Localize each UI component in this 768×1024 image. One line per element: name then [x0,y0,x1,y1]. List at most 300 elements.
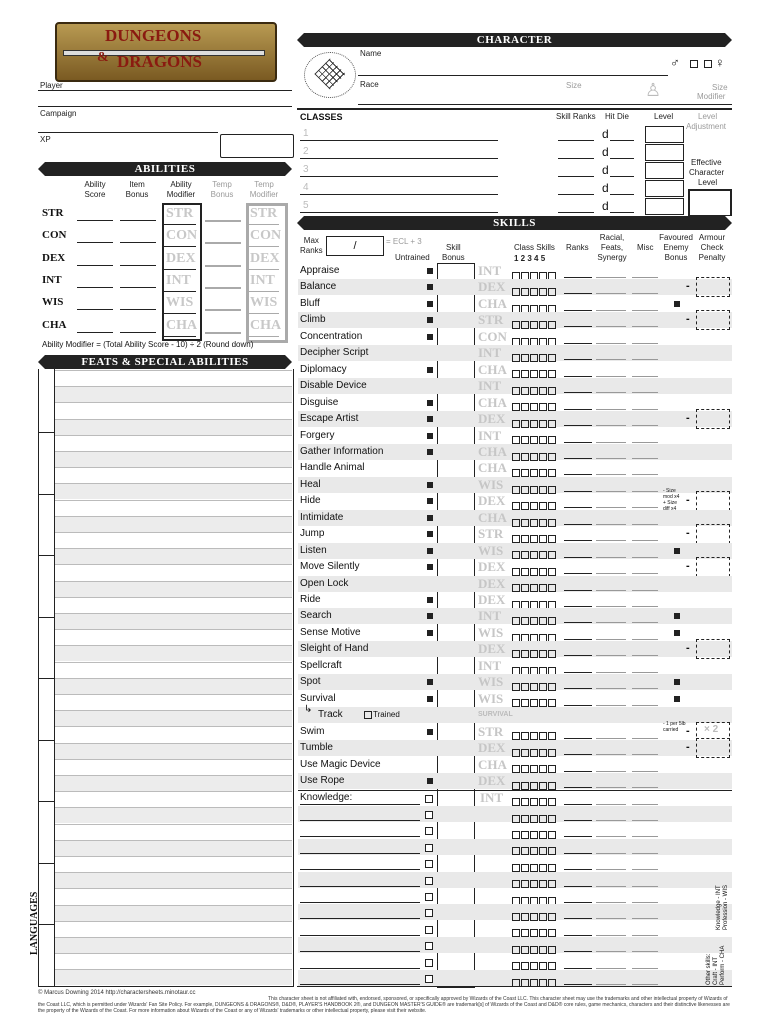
racial-field[interactable] [596,343,626,344]
knowledge-untrained-checkbox[interactable] [425,926,433,934]
ability-score-field[interactable] [77,251,113,266]
misc-field[interactable] [632,836,658,837]
racial-field[interactable] [596,293,626,294]
class-name-field[interactable] [300,162,498,177]
ability-score-field[interactable] [77,206,113,221]
feat-line[interactable] [54,791,292,792]
racial-field[interactable] [596,507,626,508]
feat-line[interactable] [54,921,292,922]
racial-field[interactable] [596,771,626,772]
feat-line[interactable] [54,419,292,420]
skill-row[interactable] [298,608,732,624]
misc-field[interactable] [632,524,658,525]
skill-row[interactable] [298,378,732,394]
misc-field[interactable] [632,869,658,870]
skill-row[interactable] [298,658,732,674]
size-figure-icon: ♙ [645,80,662,100]
class-skill-ranks-field[interactable] [558,126,594,141]
racial-field[interactable] [596,524,626,525]
ranks-field[interactable] [564,705,592,706]
feat-line[interactable] [54,516,292,517]
ranks-field[interactable] [564,474,592,475]
skill-row[interactable] [298,279,732,295]
temp-bonus-field[interactable] [205,220,241,222]
skill-row[interactable] [298,345,732,361]
misc-field[interactable] [632,590,658,591]
misc-field[interactable] [632,820,658,821]
knowledge-name-field[interactable] [300,951,420,952]
feat-line[interactable] [54,937,292,938]
racial-field[interactable] [596,738,626,739]
skill-row[interactable] [298,674,732,690]
skills-bottom-border [297,986,732,987]
racial-field[interactable] [596,474,626,475]
ranks-field[interactable] [564,688,592,689]
feat-line[interactable] [54,435,292,436]
item-bonus-field[interactable] [120,228,156,243]
feat-line[interactable] [54,370,292,371]
racial-field[interactable] [596,573,626,574]
class-skill-ranks-field[interactable] [558,198,594,213]
feat-line[interactable] [54,402,292,403]
xp-field[interactable] [38,122,218,133]
misc-field[interactable] [632,984,658,985]
misc-field[interactable] [632,804,658,805]
misc-field[interactable] [632,442,658,443]
racial-field[interactable] [596,326,626,327]
skill-row[interactable] [298,444,732,460]
feat-row-shade [54,807,292,823]
acp-dash: - [686,313,690,326]
racial-field[interactable] [596,491,626,492]
class-skill-checkboxes[interactable] [512,974,557,992]
skill-row[interactable] [298,362,732,378]
ranks-field[interactable] [564,655,592,656]
racial-field[interactable] [596,754,626,755]
racial-field[interactable] [596,458,626,459]
racial-field[interactable] [596,688,626,689]
hit-die-field[interactable] [610,198,634,213]
ranks-field[interactable] [564,935,592,936]
class-level-box[interactable] [645,126,684,143]
racial-field[interactable] [596,590,626,591]
feat-line[interactable] [54,532,292,533]
ranks-field[interactable] [564,968,592,969]
ranks-field[interactable] [564,672,592,673]
misc-field[interactable] [632,507,658,508]
skill-row[interactable] [298,641,732,657]
ranks-field[interactable] [564,771,592,772]
ability-score-field[interactable] [77,295,113,310]
ranks-field[interactable] [564,392,592,393]
ranks-field[interactable] [564,738,592,739]
class-skill-ranks-field[interactable] [558,144,594,159]
ranks-field[interactable] [564,310,592,311]
knowledge-name-field[interactable] [300,804,420,805]
misc-field[interactable] [632,886,658,887]
misc-field[interactable] [632,622,658,623]
skill-row[interactable] [298,411,732,427]
misc-field[interactable] [632,639,658,640]
armour-check-box[interactable] [696,491,730,511]
ranks-field[interactable] [564,902,592,903]
hit-die-field[interactable] [610,180,634,195]
favoured-enemy-header: Favoured Enemy Bonus [659,233,693,262]
misc-field[interactable] [632,902,658,903]
racial-field[interactable] [596,376,626,377]
class-skill-ranks-field[interactable] [558,180,594,195]
racial-field[interactable] [596,869,626,870]
untrained-marker [427,433,433,439]
player-field[interactable] [38,70,292,91]
racial-field[interactable] [596,557,626,558]
racial-field[interactable] [596,984,626,985]
item-bonus-field[interactable] [120,273,156,288]
name-field[interactable] [358,58,668,76]
ranks-field[interactable] [564,639,592,640]
feat-line[interactable] [54,662,292,663]
untrained-marker [427,613,433,619]
skill-row[interactable] [298,543,732,559]
racial-field[interactable] [596,918,626,919]
skill-row[interactable] [298,757,732,773]
skill-row[interactable] [298,395,732,411]
feat-line[interactable] [54,856,292,857]
skill-row[interactable] [298,329,732,345]
knowledge-untrained-checkbox[interactable] [425,795,433,803]
misc-field[interactable] [632,672,658,673]
misc-field[interactable] [632,606,658,607]
race-field[interactable] [358,90,732,105]
racial-field[interactable] [596,425,626,426]
racial-field[interactable] [596,951,626,952]
ability-score-field[interactable] [77,318,113,333]
item-bonus-field[interactable] [120,318,156,333]
ranks-field[interactable] [564,590,592,591]
ranks-field[interactable] [564,442,592,443]
armour-check-box[interactable] [696,409,730,429]
misc-field[interactable] [632,738,658,739]
misc-field[interactable] [632,688,658,689]
racial-field[interactable] [596,787,626,788]
skill-ability-ghost: INT [478,657,502,673]
racial-field[interactable] [596,902,626,903]
ranks-field[interactable] [564,869,592,870]
trained-checkbox[interactable] [364,711,372,719]
racial-field[interactable] [596,606,626,607]
knowledge-name-field[interactable] [300,902,420,903]
misc-field[interactable] [632,918,658,919]
misc-field[interactable] [632,540,658,541]
feat-line[interactable] [54,581,292,582]
racial-field[interactable] [596,359,626,360]
item-bonus-field[interactable] [120,295,156,310]
knowledge-untrained-checkbox[interactable] [425,942,433,950]
ability-score-field[interactable] [77,228,113,243]
skill-row[interactable] [298,592,732,608]
feat-line[interactable] [54,872,292,873]
feat-line[interactable] [54,775,292,776]
feat-line[interactable] [54,824,292,825]
skill-row[interactable] [298,773,732,789]
knowledge-untrained-checkbox[interactable] [425,893,433,901]
class-name-field[interactable] [300,126,498,141]
armour-check-box[interactable] [696,738,730,758]
skill-name: Spellcraft [300,659,342,671]
racial-field[interactable] [596,392,626,393]
ranks-field[interactable] [564,951,592,952]
skill-row[interactable] [298,460,732,476]
ability-score-field[interactable] [77,273,113,288]
feat-line[interactable] [54,807,292,808]
ranks-field[interactable] [564,425,592,426]
misc-field[interactable] [632,491,658,492]
ranks-field[interactable] [564,622,592,623]
misc-field[interactable] [632,557,658,558]
ranks-field[interactable] [564,540,592,541]
ranks-field[interactable] [564,853,592,854]
skill-row[interactable] [298,312,732,328]
feat-line[interactable] [54,888,292,889]
feat-line[interactable] [54,953,292,954]
feat-line[interactable] [54,613,292,614]
max-ranks-box[interactable]: / [326,236,384,256]
temp-bonus-field[interactable] [205,265,241,267]
feat-line[interactable] [54,759,292,760]
racial-field[interactable] [596,622,626,623]
ranks-field[interactable] [564,820,592,821]
temp-bonus-field[interactable] [205,332,241,334]
ranks-field[interactable] [564,984,592,985]
feat-line[interactable] [54,840,292,841]
feat-line[interactable] [54,467,292,468]
class-skill-checkbox[interactable] [512,782,520,790]
knowledge-name-field[interactable] [300,935,420,936]
class-level-box[interactable] [645,144,684,161]
armour-check-box[interactable] [696,639,730,659]
armour-check-box[interactable] [696,524,730,544]
racial-field[interactable] [596,820,626,821]
racial-field[interactable] [596,935,626,936]
ability-name-dex: DEX [42,251,66,264]
knowledge-untrained-checkbox[interactable] [425,909,433,917]
misc-field[interactable] [632,293,658,294]
misc-field[interactable] [632,326,658,327]
misc-field[interactable] [632,787,658,788]
misc-field[interactable] [632,458,658,459]
class-name-field[interactable] [300,198,498,213]
ranks-field[interactable] [564,886,592,887]
misc-field[interactable] [632,771,658,772]
hit-die-field[interactable] [610,126,634,141]
hit-die-field[interactable] [610,162,634,177]
class-skill-checkbox[interactable] [548,782,556,790]
skill-row[interactable] [298,559,732,575]
knowledge-name-field[interactable] [300,869,420,870]
temp-bonus-field[interactable] [205,309,241,311]
racial-field[interactable] [596,804,626,805]
racial-field[interactable] [596,639,626,640]
misc-field[interactable] [632,853,658,854]
skill-row[interactable] [298,526,732,542]
feat-line[interactable] [54,500,292,501]
feat-line[interactable] [54,451,292,452]
knowledge-untrained-checkbox[interactable] [425,877,433,885]
ranks-field[interactable] [564,754,592,755]
knowledge-name-field[interactable] [300,836,420,837]
racial-field[interactable] [596,409,626,410]
ranks-field[interactable] [564,804,592,805]
armour-check-box[interactable] [696,557,730,577]
class-skill-ranks-field[interactable] [558,162,594,177]
feat-row-shade [54,937,292,953]
gender-checkbox-male[interactable] [690,60,698,68]
feat-line[interactable] [54,726,292,727]
feat-line[interactable] [54,483,292,484]
knowledge-name-field[interactable] [300,968,420,969]
class-skill-checkbox[interactable] [530,782,538,790]
armour-check-box[interactable] [696,277,730,297]
racial-field[interactable] [596,836,626,837]
racial-field[interactable] [596,540,626,541]
misc-field[interactable] [632,754,658,755]
acp-dash: - [686,642,690,655]
racial-field[interactable] [596,442,626,443]
class-level-box[interactable] [645,162,684,179]
ranks-field[interactable] [564,606,592,607]
misc-field[interactable] [632,951,658,952]
ranks-field[interactable] [564,491,592,492]
temp-bonus-field[interactable] [205,287,241,289]
knowledge-untrained-checkbox[interactable] [425,860,433,868]
misc-field[interactable] [632,392,658,393]
class-skill-checkbox[interactable] [521,782,529,790]
gender-checkbox-female[interactable] [704,60,712,68]
misc-field[interactable] [632,310,658,311]
knowledge-name-field[interactable] [300,984,420,985]
ranks-field[interactable] [564,507,592,508]
ranks-field[interactable] [564,918,592,919]
ranks-field[interactable] [564,573,592,574]
item-bonus-field[interactable] [120,251,156,266]
misc-field[interactable] [632,425,658,426]
misc-field[interactable] [632,376,658,377]
racial-field[interactable] [596,655,626,656]
misc-field[interactable] [632,409,658,410]
skill-row[interactable] [298,296,732,312]
feat-line[interactable] [54,905,292,906]
temp-bonus-field[interactable] [205,242,241,244]
knowledge-name-field[interactable] [300,886,420,887]
ranks-field[interactable] [564,293,592,294]
ranks-field[interactable] [564,326,592,327]
hit-die-field[interactable] [610,144,634,159]
racial-field[interactable] [596,886,626,887]
racial-field[interactable] [596,310,626,311]
campaign-field[interactable] [38,96,292,107]
knowledge-untrained-checkbox[interactable] [425,959,433,967]
ranks-field[interactable] [564,524,592,525]
misc-field[interactable] [632,705,658,706]
ranks-field[interactable] [564,787,592,788]
feat-line[interactable] [54,548,292,549]
skill-ability-ghost: DEX [478,592,506,607]
ranks-field[interactable] [564,836,592,837]
feat-line[interactable] [54,678,292,679]
item-bonus-field[interactable] [120,206,156,221]
racial-field[interactable] [596,705,626,706]
racial-field[interactable] [596,853,626,854]
ranks-field[interactable] [564,277,592,278]
skill-row[interactable] [298,625,732,641]
skill-row[interactable] [298,428,732,444]
ranks-field[interactable] [564,359,592,360]
effective-level-box[interactable] [688,189,732,217]
xp-next-box[interactable] [220,134,294,158]
feat-line[interactable] [54,645,292,646]
feat-line[interactable] [54,743,292,744]
hit-die-d: d [602,199,609,213]
feat-line[interactable] [54,969,292,970]
knowledge-untrained-checkbox[interactable] [425,844,433,852]
misc-field[interactable] [632,277,658,278]
temp-modifier-ghost: CON [250,228,282,244]
knowledge-untrained-checkbox[interactable] [425,975,433,983]
class-level-box[interactable] [645,180,684,197]
misc-field[interactable] [632,655,658,656]
knowledge-untrained-checkbox[interactable] [425,811,433,819]
class-name-field[interactable] [300,180,498,195]
misc-field[interactable] [632,968,658,969]
ranks-field[interactable] [564,343,592,344]
untrained-marker [427,416,433,422]
feat-line[interactable] [54,564,292,565]
knowledge-name-field[interactable] [300,820,420,821]
racial-field[interactable] [596,672,626,673]
feat-line[interactable] [54,597,292,598]
racial-field[interactable] [596,277,626,278]
knowledge-untrained-checkbox[interactable] [425,827,433,835]
skill-row[interactable] [298,691,732,707]
misc-field[interactable] [632,573,658,574]
ranks-field[interactable] [564,557,592,558]
racial-field[interactable] [596,968,626,969]
ranks-field[interactable] [564,409,592,410]
skill-row[interactable] [298,576,732,592]
class-level-box[interactable] [645,198,684,215]
knowledge-name-field[interactable] [300,918,420,919]
feat-line[interactable] [54,629,292,630]
misc-field[interactable] [632,343,658,344]
feat-line[interactable] [54,710,292,711]
untrained-marker [427,317,433,323]
gender-male-icon: ♂ [670,55,680,70]
class-name-field[interactable] [300,144,498,159]
skill-row[interactable] [298,263,732,279]
knowledge-name-field[interactable] [300,853,420,854]
misc-field[interactable] [632,935,658,936]
misc-field[interactable] [632,359,658,360]
ranks-field[interactable] [564,376,592,377]
campaign-label: Campaign [40,109,77,118]
feat-line[interactable] [54,694,292,695]
misc-field[interactable] [632,474,658,475]
skill-row[interactable] [298,740,732,756]
class-skill-checkbox[interactable] [539,782,547,790]
armour-check-box[interactable] [696,310,730,330]
feat-line[interactable] [54,386,292,387]
ranks-field[interactable] [564,458,592,459]
